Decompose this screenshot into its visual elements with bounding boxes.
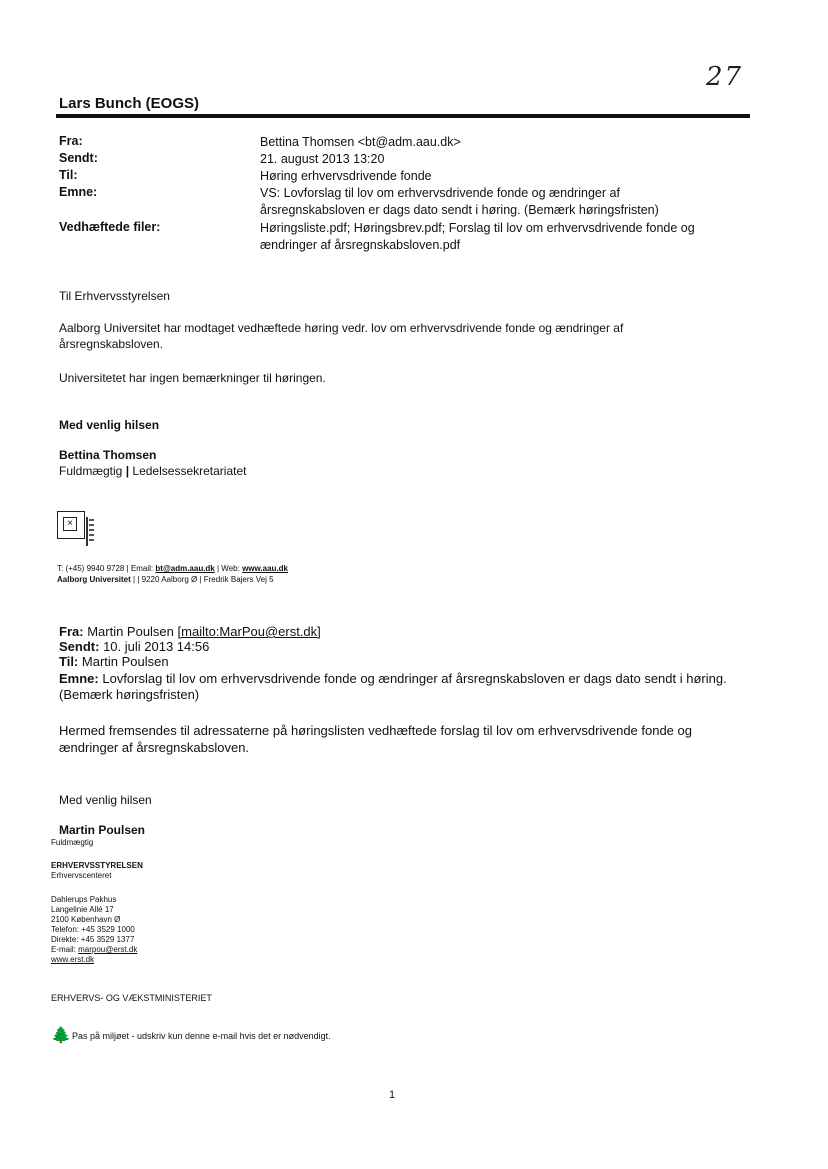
fwd-address-1: Dahlerups Pakhus <box>51 895 117 904</box>
fwd-web-link[interactable]: www.erst.dk <box>51 955 95 964</box>
fwd-org: ERHVERVSSTYRELSEN <box>51 861 143 870</box>
fwd-direct: Direkte: +45 3529 1377 <box>51 935 135 944</box>
fwd-sent-line: Sendt: 10. juli 2013 14:56 <box>59 639 210 654</box>
fwd-signature-title: Fuldmægtig <box>51 838 94 847</box>
eco-note: Pas på miljøet - udskriv kun denne e-mail hvis det er nødvendigt. <box>72 1031 331 1041</box>
closing: Med venlig hilsen <box>59 418 160 432</box>
to-label: Til: <box>59 168 78 182</box>
subject-line-1: VS: Lovforslag til lov om erhvervsdrivende fonde og ændringer af <box>260 186 620 200</box>
fwd-closing: Med venlig hilsen <box>59 793 152 807</box>
fwd-text-line-2: ændringer af årsregnskabsloven. <box>59 740 250 755</box>
handwritten-page-mark: 27 <box>706 62 744 92</box>
attachments-line-2[interactable]: ændringer af årsregnskabsloven.pdf <box>260 238 461 252</box>
logo-stripe <box>86 517 94 546</box>
signature-separator: | <box>125 464 130 478</box>
contact-email-link[interactable]: bt@adm.aau.dk <box>155 564 215 573</box>
org-line: Aalborg Universitet | | 9220 Aalborg Ø | Fredrik Bajers Vej 5 <box>57 575 274 584</box>
sent-value: 21. august 2013 13:20 <box>260 152 385 166</box>
fwd-address-2: Langelinie Allé 17 <box>51 905 114 914</box>
fwd-subject-line-2: (Bemærk høringsfristen) <box>59 687 200 702</box>
from-label: Fra: <box>59 134 83 148</box>
fwd-subject-line-1: Emne: Lovforslag til lov om erhvervsdrivende fonde og ændringer af årsregnskabsloven er dags dato sendt i høring. <box>59 671 727 686</box>
subject-label: Emne: <box>59 185 98 199</box>
fwd-text-line-1: Hermed fremsendes til adressaterne på høringslisten vedhæftede forslag til lov om erhvervsdrivende fonde og <box>59 723 692 738</box>
greeting: Til Erhvervsstyrelsen <box>59 289 170 303</box>
signature-title: Fuldmægtig <box>59 464 123 478</box>
attachments-label: Vedhæftede filer: <box>59 220 161 234</box>
page-number: 1 <box>389 1089 396 1101</box>
fwd-unit: Erhvervscenteret <box>51 871 112 880</box>
signature-name: Bettina Thomsen <box>59 448 157 462</box>
tree-icon: 🌲 <box>51 1027 71 1044</box>
attachments-line-1[interactable]: Høringsliste.pdf; Høringsbrev.pdf; Forslag til lov om erhvervsdrivende fonde og <box>260 221 695 235</box>
from-value: Bettina Thomsen <bt@adm.aau.dk> <box>260 135 461 149</box>
body-paragraph-1-line-2: årsregnskabsloven. <box>59 337 164 351</box>
contact-web-link[interactable]: www.aau.dk <box>242 564 288 573</box>
fwd-mailto-link[interactable]: [mailto:MarPou@erst.dk] <box>177 624 321 639</box>
sent-label: Sendt: <box>59 151 98 165</box>
fwd-from-line: Fra: Martin Poulsen [mailto:MarPou@erst.dk] <box>59 624 321 639</box>
body-paragraph-1-line-1: Aalborg Universitet har modtaget vedhæftede høring vedr. lov om erhvervsdrivende fonde og ændringer af <box>59 321 624 335</box>
mailbox-owner: Lars Bunch (EOGS) <box>59 95 200 112</box>
signature-role <box>59 463 749 479</box>
to-value: Høring erhvervsdrivende fonde <box>260 169 432 183</box>
contact-line: T: (+45) 9940 9728 | Email: bt@adm.aau.dk | Web: www.aau.dk <box>57 564 288 573</box>
fwd-phone: Telefon: +45 3529 1000 <box>51 925 135 934</box>
subject-line-2: årsregnskabsloven er dags dato sendt i høring. (Bemærk høringsfristen) <box>260 203 659 217</box>
fwd-email-line: E-mail: marpou@erst.dk <box>51 945 138 954</box>
body-paragraph-2: Universitetet har ingen bemærkninger til høringen. <box>59 371 326 385</box>
fwd-ministry: ERHVERVS- OG VÆKSTMINISTERIET <box>51 993 212 1003</box>
broken-image-icon: × <box>57 511 85 539</box>
signature-department: Ledelsessekretariatet <box>132 464 247 478</box>
header-rule <box>56 114 750 118</box>
fwd-address-3: 2100 København Ø <box>51 915 121 924</box>
fwd-signature-name: Martin Poulsen <box>59 823 146 837</box>
fwd-to-line: Til: Martin Poulsen <box>59 654 169 669</box>
fwd-email-link[interactable]: marpou@erst.dk <box>78 945 138 954</box>
